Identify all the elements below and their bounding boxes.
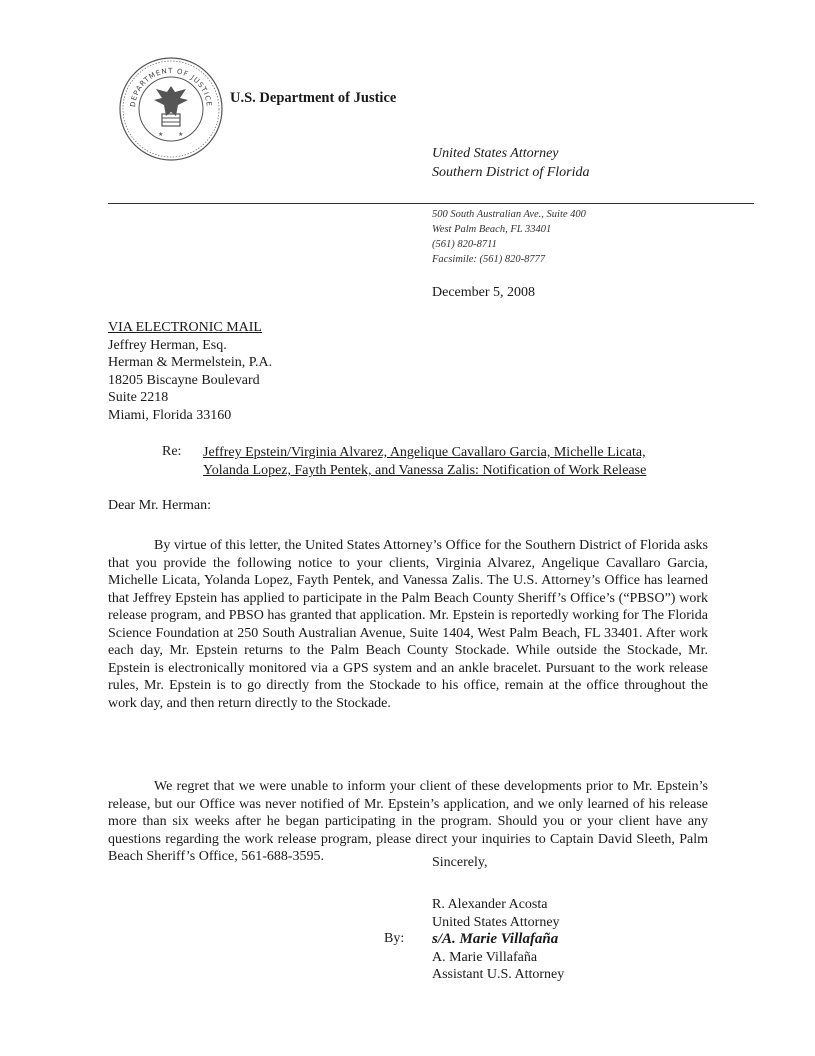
recipient-city: Miami, Florida 33160 [108, 407, 232, 423]
body-paragraph-2: We regret that we were unable to inform your client of these developments prior to Mr. Epstein’s release, but our Office was never notified of Mr. Epstein’s application, and we only learned of his release more than six weeks after he began participating in the program. Should you or your client have any questions regarding the work release program, please direct your inquiries to Captain David Sleeth, Palm Beach Sheriff’s Office, 561-688-3595. [108, 779, 708, 864]
re-label: Re: [162, 444, 182, 459]
recipient-suite: Suite 2218 [108, 390, 169, 405]
electronic-signature: s/A. Marie Villafaña [432, 931, 559, 947]
fax-number: Facsimile: (561) 820-8777 [432, 254, 546, 265]
signer-name: A. Marie Villafaña [432, 949, 538, 965]
svg-text:★: ★ [178, 132, 184, 138]
by-label: By: [384, 931, 405, 946]
agency-name: U.S. Department of Justice [230, 90, 397, 106]
svg-text:★: ★ [158, 132, 164, 138]
re-subject-line2: Yolanda Lopez, Fayth Pentek, and Vanessa Zalis: Notification of Work Release [203, 463, 647, 478]
letterhead-divider [108, 203, 754, 204]
recipient-firm: Herman & Mermelstein, P.A. [108, 355, 273, 370]
office-district: Southern District of Florida [432, 165, 590, 180]
salutation: Dear Mr. Herman: [108, 498, 212, 513]
signature-block [432, 896, 564, 984]
recipient-block [108, 319, 272, 424]
attorney-name: R. Alexander Acosta [432, 897, 548, 912]
attorney-title: United States Attorney [432, 914, 560, 930]
address-line1: 500 South Australian Ave., Suite 400 [432, 209, 586, 220]
office-title: United States Attorney [432, 146, 559, 161]
re-subject [203, 444, 646, 480]
svg-text:DEPARTMENT OF JUSTICE: DEPARTMENT OF JUSTICE [128, 66, 214, 108]
recipient-street: 18205 Biscayne Boulevard [108, 372, 260, 388]
doj-seal [118, 56, 224, 162]
office-block [432, 144, 590, 182]
re-subject-line1: Jeffrey Epstein/Virginia Alvarez, Angelique Cavallaro Garcia, Michelle Licata, [203, 445, 646, 460]
phone-number: (561) 820-8711 [432, 239, 497, 250]
body-paragraph-1: By virtue of this letter, the United States Attorney’s Office for the Southern District of Florida asks that you provide the following notice to your clients, Virginia Alvarez, Angelique Cavallaro Garcia, Michelle Licata, Yolanda Lopez, Fayth Pentek, and Vanessa Zalis. The U.S. Attorney’s Office has learned that Jeffrey Epstein has applied to participate in the Palm Beach County Sheriff’s Office’s (“PBSO”) work release program, and PBSO has granted that application. Mr. Epstein is reportedly working for The Florida Science Foundation at 250 South Australian Avenue, Suite 1404, West Palm Beach, FL 33401. After work each day, Mr. Epstein returns to the Palm Beach County Stockade. While outside the Stockade, Mr. Epstein is electronically monitored via a GPS system and an ankle bracelet. Pursuant to the work release rules, Mr. Epstein is to go directly from the Stockade to his office, remain at the office throughout the work day, and then return directly to the Stockade. [108, 538, 708, 711]
closing: Sincerely, [432, 855, 488, 870]
signer-title: Assistant U.S. Attorney [432, 967, 565, 982]
office-address [432, 207, 586, 267]
letter-date: December 5, 2008 [432, 285, 536, 300]
doj-seal-graphic [118, 56, 224, 162]
recipient-name: Jeffrey Herman, Esq. [108, 337, 227, 353]
address-line2: West Palm Beach, FL 33401 [432, 224, 552, 235]
delivery-method: VIA ELECTRONIC MAIL [108, 320, 262, 335]
